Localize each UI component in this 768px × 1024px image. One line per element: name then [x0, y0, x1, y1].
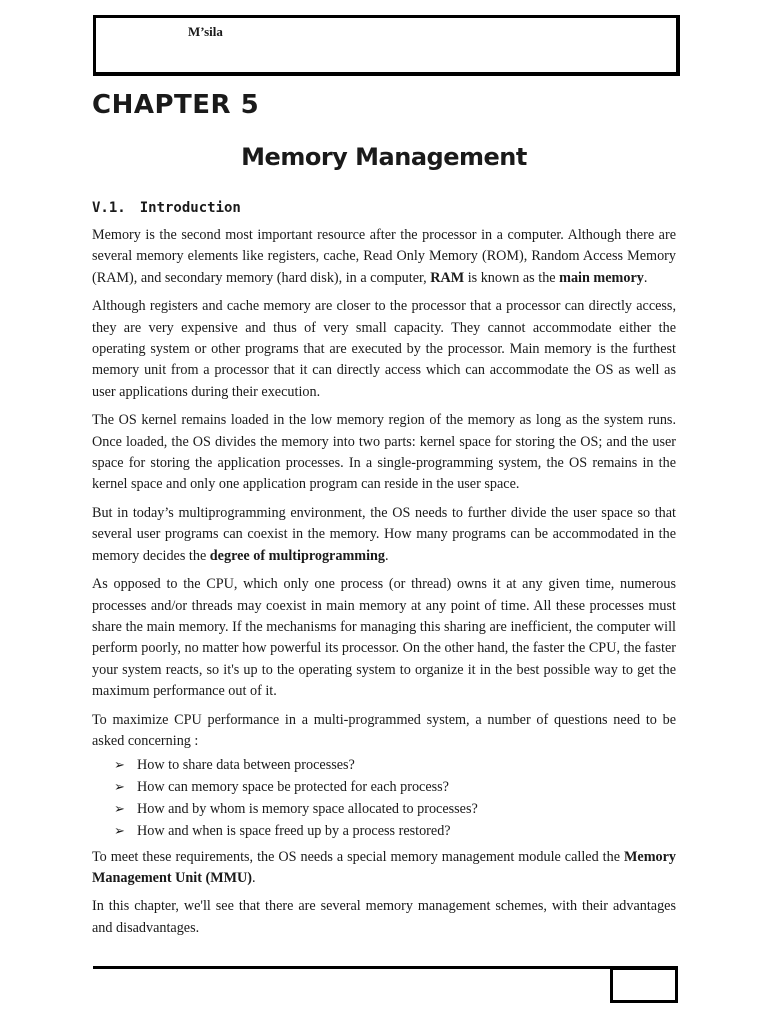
list-item	[114, 755, 676, 777]
paragraph-4-end: .	[385, 547, 389, 564]
section-title: Introduction	[139, 200, 241, 216]
paragraph-6: To maximize CPU performance in a multi-programmed system, a number of questions need to be asked concerning :	[92, 711, 676, 749]
paragraph-1-text: Memory is the second most important resource after the processor in a computer. Although there are several memory elements like registers, cache, Read Only Memory (ROM), Random Access Memory (RAM), and secondary memory (hard disk), in a computer,	[92, 227, 676, 286]
body-content	[92, 225, 676, 946]
paragraph-7	[92, 847, 676, 890]
term-main-memory: main memory	[559, 269, 644, 286]
list-item	[114, 777, 676, 799]
arrow-bullet-icon: ➢	[114, 823, 125, 839]
paragraph-7-end: .	[251, 869, 256, 886]
arrow-bullet-icon: ➢	[114, 758, 125, 774]
header-institution: M’sila	[188, 24, 223, 39]
list-item-text: How and by whom is memory space allocated to processes?	[137, 800, 478, 817]
paragraph-7-text: To meet these requirements, the OS needs a special memory management module called the	[92, 848, 624, 865]
page-header-box	[93, 15, 680, 76]
term-ram: RAM	[430, 269, 465, 286]
paragraph-1-end: .	[643, 269, 648, 286]
section-heading	[92, 200, 241, 216]
arrow-bullet-icon: ➢	[114, 801, 125, 817]
paragraph-5: As opposed to the CPU, which only one process (or thread) owns it at any given time, numerous processes and/or threads may coexist in main memory at any point of time. All these processes must share the main memory. If the mechanisms for managing this sharing are inefficient, the computer will perform poorly, no matter how powerful its processor. On the other hand, the faster the CPU, the faster your system reacts, so it's up to the operating system to organize it in the best possible way to get the maximum performance out of it.	[92, 576, 676, 700]
chapter-label: CHAPTER 5	[92, 90, 260, 120]
paragraph-4	[92, 503, 676, 567]
paragraph-4-text: But in today’s multiprogramming environment, the OS needs to further divide the user space so that several user programs can coexist in the memory. How many programs can be accommodated in the memory decides the	[92, 504, 676, 564]
arrow-bullet-icon: ➢	[114, 780, 125, 796]
footer-divider	[93, 966, 678, 969]
section-number: V.1.	[92, 200, 126, 216]
list-item	[114, 821, 676, 843]
questions-list	[92, 755, 676, 842]
list-item-text: How can memory space be protected for each process?	[137, 779, 449, 796]
term-mmu: Memory Management Unit (MMU)	[92, 848, 676, 886]
list-item-text: How to share data between processes?	[137, 757, 355, 774]
term-degree-of-multiprogramming: degree of multiprogramming	[209, 547, 386, 564]
paragraph-2: Although registers and cache memory are closer to the processor that a processor can directly access, they are very expensive and thus of very small capacity. They cannot accommodate either the operating system or other programs that are executed by the processor. Main memory is the furthest memory unit from a processor that it can directly access which can accommodate the OS as well as user applications during their execution.	[92, 298, 676, 400]
list-item-text: How and when is space freed up by a process restored?	[137, 822, 451, 839]
paragraph-3: The OS kernel remains loaded in the low memory region of the memory as long as the system runs. Once loaded, the OS divides the memory into two parts: kernel space for storing the OS; and the user space for storing the application processes. In a single-programming system, the OS remains in the kernel space and only one application program can reside in the user space.	[92, 412, 676, 493]
paragraph-1	[92, 225, 676, 289]
chapter-title: Memory Management	[241, 143, 527, 171]
page-number-box	[610, 967, 678, 1003]
list-item	[114, 799, 676, 821]
paragraph-1-text-2: is known as the	[464, 269, 560, 286]
paragraph-8: In this chapter, we'll see that there are several memory management schemes, with their advantages and disadvantages.	[92, 898, 676, 936]
